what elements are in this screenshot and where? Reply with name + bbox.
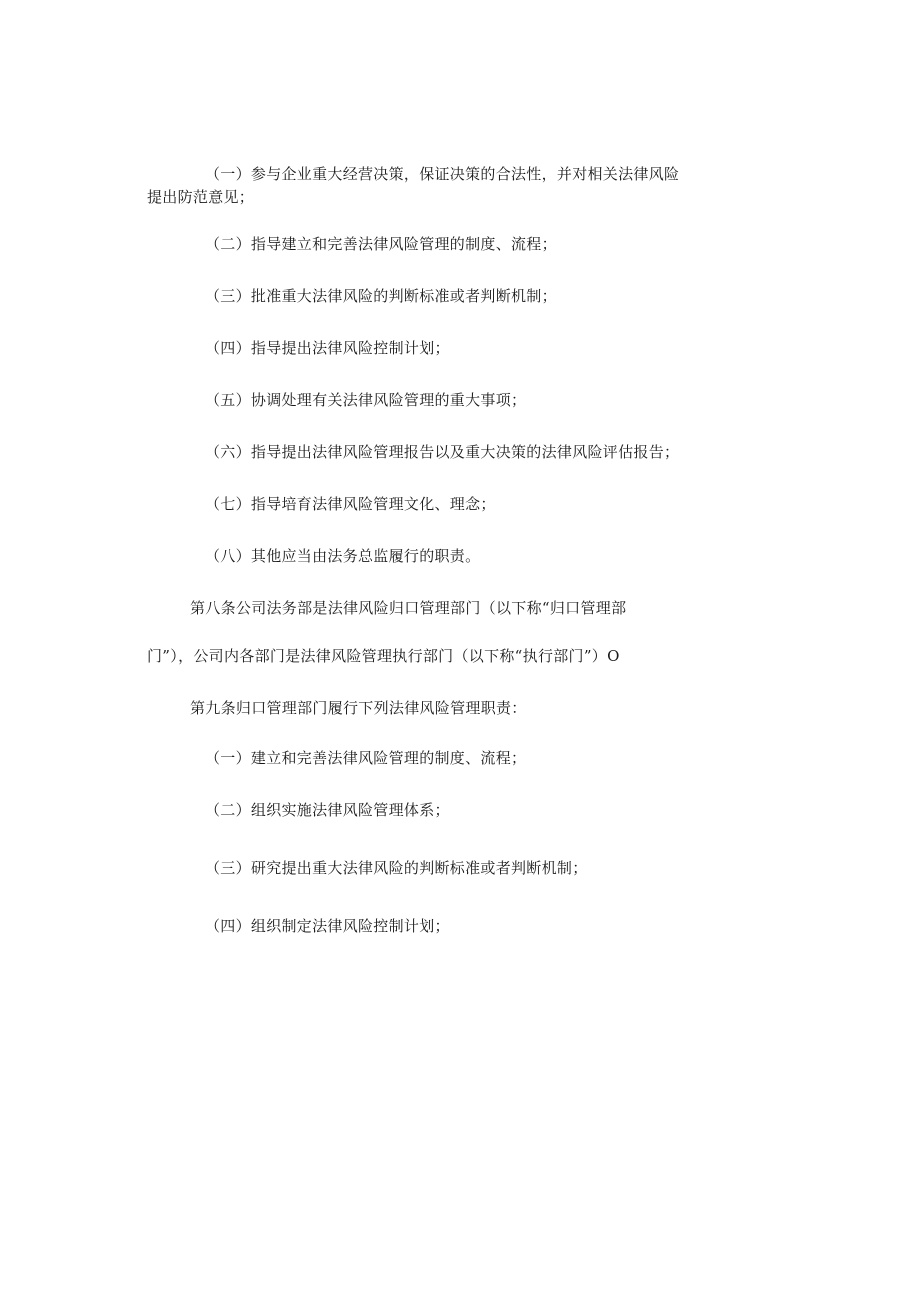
text-line-15: （三）研究提出重大法律风险的判断标准或者判断机制； [205,859,588,877]
text-line-4: （三）批准重大法律风险的判断标准或者判断机制； [205,287,557,305]
text-line-8: （七）指导培育法律风险管理文化、理念； [205,495,496,513]
text-line-10: 第八条公司法务部是法律风险归口管理部门（以下称“归口管理部 [190,599,627,617]
text-line-11: 门”），公司内各部门是法律风险管理执行部门（以下称“执行部门”）O [147,647,620,665]
text-line-14: （二）组织实施法律风险管理体系； [205,801,450,819]
text-line-5: （四）指导提出法律风险控制计划； [205,339,450,357]
text-line-13: （一）建立和完善法律风险管理的制度、流程； [205,749,527,767]
text-line-3: （二）指导建立和完善法律风险管理的制度、流程； [205,235,557,253]
text-line-12: 第九条归口管理部门履行下列法律风险管理职责： [190,699,527,717]
text-line-1: （一）参与企业重大经营决策，保证决策的合法性，并对相关法律风险 [205,165,680,183]
text-line-7: （六）指导提出法律风险管理报告以及重大决策的法律风险评估报告； [205,443,680,461]
text-line-16: （四）组织制定法律风险控制计划； [205,917,450,935]
text-line-9: （八）其他应当由法务总监履行的职责。 [205,547,481,565]
text-line-2: 提出防范意见； [147,188,255,206]
text-line-6: （五）协调处理有关法律风险管理的重大事项； [205,391,527,409]
